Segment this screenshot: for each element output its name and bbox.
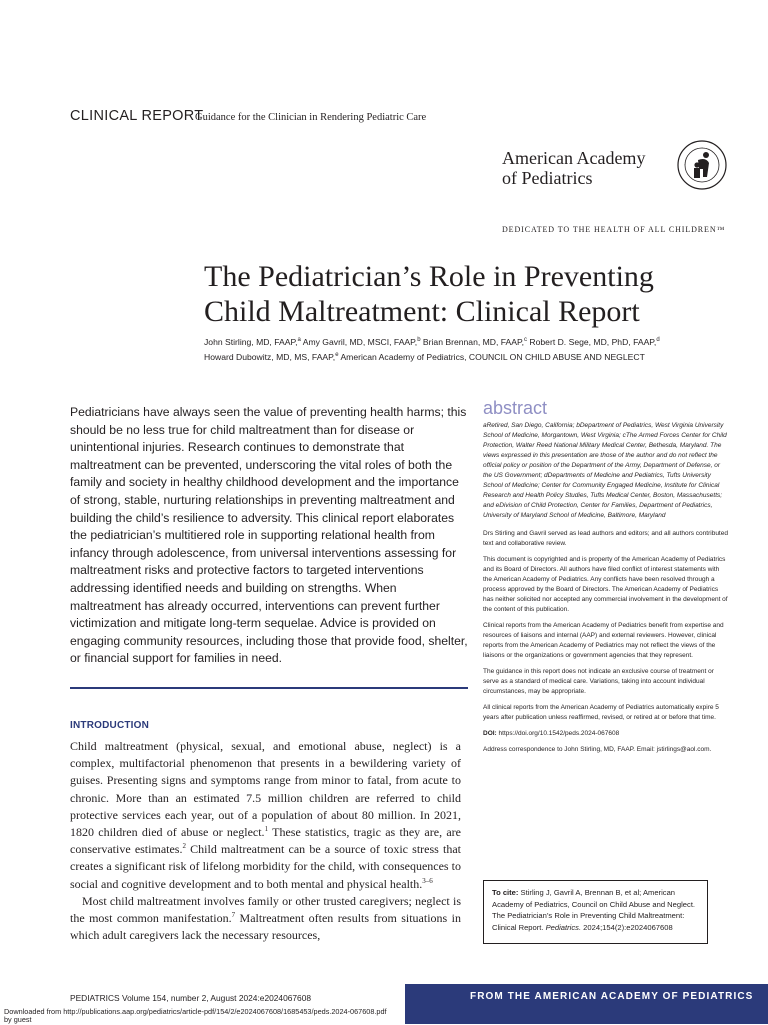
author-affiliation-mark: a (297, 337, 301, 343)
cite-label: To cite: (492, 888, 519, 897)
aap-name-line2: of Pediatrics (502, 168, 593, 188)
doi-link[interactable]: https://doi.org/10.1542/peds.2024-067608 (496, 730, 620, 737)
author-list (204, 334, 704, 364)
download-url[interactable]: Downloaded from http://publications.aap.org/pediatrics/article-pdf/154/2/e2024067608/1685453/peds.2024-067608.pdf (4, 1007, 387, 1016)
citation-ref[interactable]: 7 (231, 911, 236, 920)
introduction-heading: INTRODUCTION (70, 720, 150, 731)
sidebar-notes (483, 421, 728, 761)
title-line-1: The Pediatrician’s Role in Preventing (204, 260, 654, 293)
author-1 (204, 337, 303, 347)
journal-info: PEDIATRICS Volume 154, number 2, August 2024:e2024067608 (70, 993, 312, 1003)
article-title (204, 259, 744, 329)
author-affiliation-mark: d (656, 337, 660, 343)
author-2 (303, 337, 423, 347)
aap-tagline: DEDICATED TO THE HEALTH OF ALL CHILDREN™ (502, 225, 726, 234)
author-name: Amy Gavril, MD, MSCI, FAAP, (302, 336, 418, 347)
abstract-body: Pediatricians have always seen the value of preventing health harms; this should be no less true for child maltreatment than for disease or unintentional injuries. Research continues to demonstrate that maltreatment can be prevented, underscoring the vital roles of both the family and society in healthy childhood development and the importance of strong, stable, nurturing relationships in preventing maltreatment and building the child’s resilience to adversity. This clinical report elaborates the pediatrician’s multitiered role in supporting relational health from infancy through adolescence, from universal interventions assessing for maltreatment risks and protective factors to targeted interventions addressing identified needs and building on strengths. When maltreatment has already occurred, interventions can prevent further victimization and mitigate long-term sequelae. Advice is provided on engaging community resources, including those that provide food, shelter, or financial support for families in need. (70, 405, 468, 666)
footer-band (405, 984, 768, 1024)
author-name: Brian Brennan, MD, FAAP, (422, 336, 525, 347)
report-subtitle: Guidance for the Clinician in Rendering Pediatric Care (195, 112, 427, 123)
footer-band-text: FROM THE AMERICAN ACADEMY OF PEDIATRICS (470, 991, 754, 1002)
download-stamp (4, 1008, 424, 1025)
author-4 (529, 337, 659, 347)
citation-box: To cite: Stirling J, Gavril A, Brennan B, et al; American Academy of Pediatrics, Council on Child Abuse and Neglect. The Pediatrician’s Role in Preventing Child Maltreatment: Clinical Report. Pediatrics. 2024;154(2):e2024067608 (483, 880, 708, 944)
intro-paragraph-2: Most child maltreatment involves family or other trusted caregivers; neglect is the most common manifestation.$^7$ Maltreatment often results from situations in which adult caregivers lack the necessary resources, (70, 893, 461, 943)
clinical-reports-note: Clinical reports from the American Academy of Pediatrics benefit from expertise and resources of liaisons and internal (AAP) and external reviewers. However, clinical reports from the American Academy of Pediatrics may not reflect the views of the liaisons or the organizations or government agencies that they represent. (483, 622, 724, 659)
intro-paragraph-1: Child maltreatment (physical, sexual, and emotional abuse, neglect) is a complex, multifactorial phenomenon that presents in a bewildering variety of guises. Presenting signs and symptoms range from minor to fatal, from acute to chronic. More than an estimated 7.5 million children are referred to child protective services each year, out of a population of about 80 million. In 2021, 1820 children died of abuse or neglect.$^1$ These statistics, tragic as they are, are conservative estimates.$^2$ Child maltreatment can be a source of toxic stress that creates a significant risk of lifelong morbidity for the child, with consequences to social and cognitive development and to both mental and physical health.$^{3-6}$ (70, 739, 462, 891)
author-name: Robert D. Sege, MD, PhD, FAAP, (529, 336, 657, 347)
author-name: Howard Dubowitz, MD, MS, FAAP, (204, 351, 336, 362)
author-name: John Stirling, MD, FAAP, (204, 336, 298, 347)
expiration-note: All clinical reports from the American Academy of Pediatrics automatically expire 5 years after publication unless reaffirmed, revised, or retired at or before that time. (483, 704, 719, 721)
copyright-note: This document is copyrighted and is property of the American Academy of Pediatrics and its Board of Directors. All authors have filed conflict of interest statements with the American Academy of Pediatrics. Any conflicts have been resolved through a process approved by the Board of Directors. The American Academy of Pediatrics has neither solicited nor accepted any commercial involvement in the development of the content of this publication. (483, 556, 728, 613)
introduction-body (70, 738, 461, 944)
author-affiliation-mark: b (417, 337, 421, 343)
citation-ref[interactable]: 2 (182, 842, 186, 851)
aap-seal-icon (676, 137, 728, 193)
author-3 (423, 337, 530, 347)
download-by: by guest (4, 1015, 32, 1025)
citation-ref[interactable]: 1 (264, 825, 269, 834)
lead-authors-note: Drs Stirling and Gavril served as lead authors and editors; and all authors contributed text and collaborative review. (483, 530, 728, 547)
aap-name-line1: American Academy (502, 148, 646, 168)
correspondence-note: Address correspondence to John Stirling, MD, FAAP. Email: jstirlings@aol.com. (483, 746, 712, 753)
report-type-label: CLINICAL REPORT (70, 108, 204, 124)
title-line-2: Child Maltreatment: Clinical Report (204, 295, 640, 328)
doi-line: DOI: https://doi.org/10.1542/peds.2024-067608 (483, 730, 620, 737)
citation-ref[interactable]: 3–6 (422, 876, 433, 885)
author-affiliation-mark: c (524, 337, 528, 343)
section-divider (70, 687, 468, 689)
author-5 (204, 352, 340, 362)
author-group: American Academy of Pediatrics, COUNCIL ON CHILD ABUSE AND NEGLECT (340, 351, 645, 362)
guidance-note: The guidance in this report does not indicate an exclusive course of treatment or serve as a standard of medical care. Variations, taking into account individual circumstances, may be appropriate. (483, 668, 714, 695)
affiliations: aRetired, San Diego, California; bDepartment of Pediatrics, West Virginia University School of Medicine, Morgantown, West Virginia; cThe Armed Forces Center for Child Protection, Walter Reed National Military Medical Center, Bethesda, Maryland. The views expressed in this presentation are those of the author and do not reflect the official policy or position of the Department of the Army, Department of Defense, or the US Government; dDepartments of Medicine and Pediatrics, Tufts University School of Medicine; Center for Community Engaged Medicine, Institute for Clinical Research and Health Policy Studies, Tufts Medical Center, Boston, Massachusetts; and eDivision of Child Protection, Center for Families, Department of Pediatrics, University of Maryland School of Medicine, Baltimore, Maryland (483, 422, 727, 519)
author-affiliation-mark: e (335, 351, 339, 358)
abstract-label: abstract (483, 398, 548, 418)
aap-logo-text (502, 148, 645, 188)
